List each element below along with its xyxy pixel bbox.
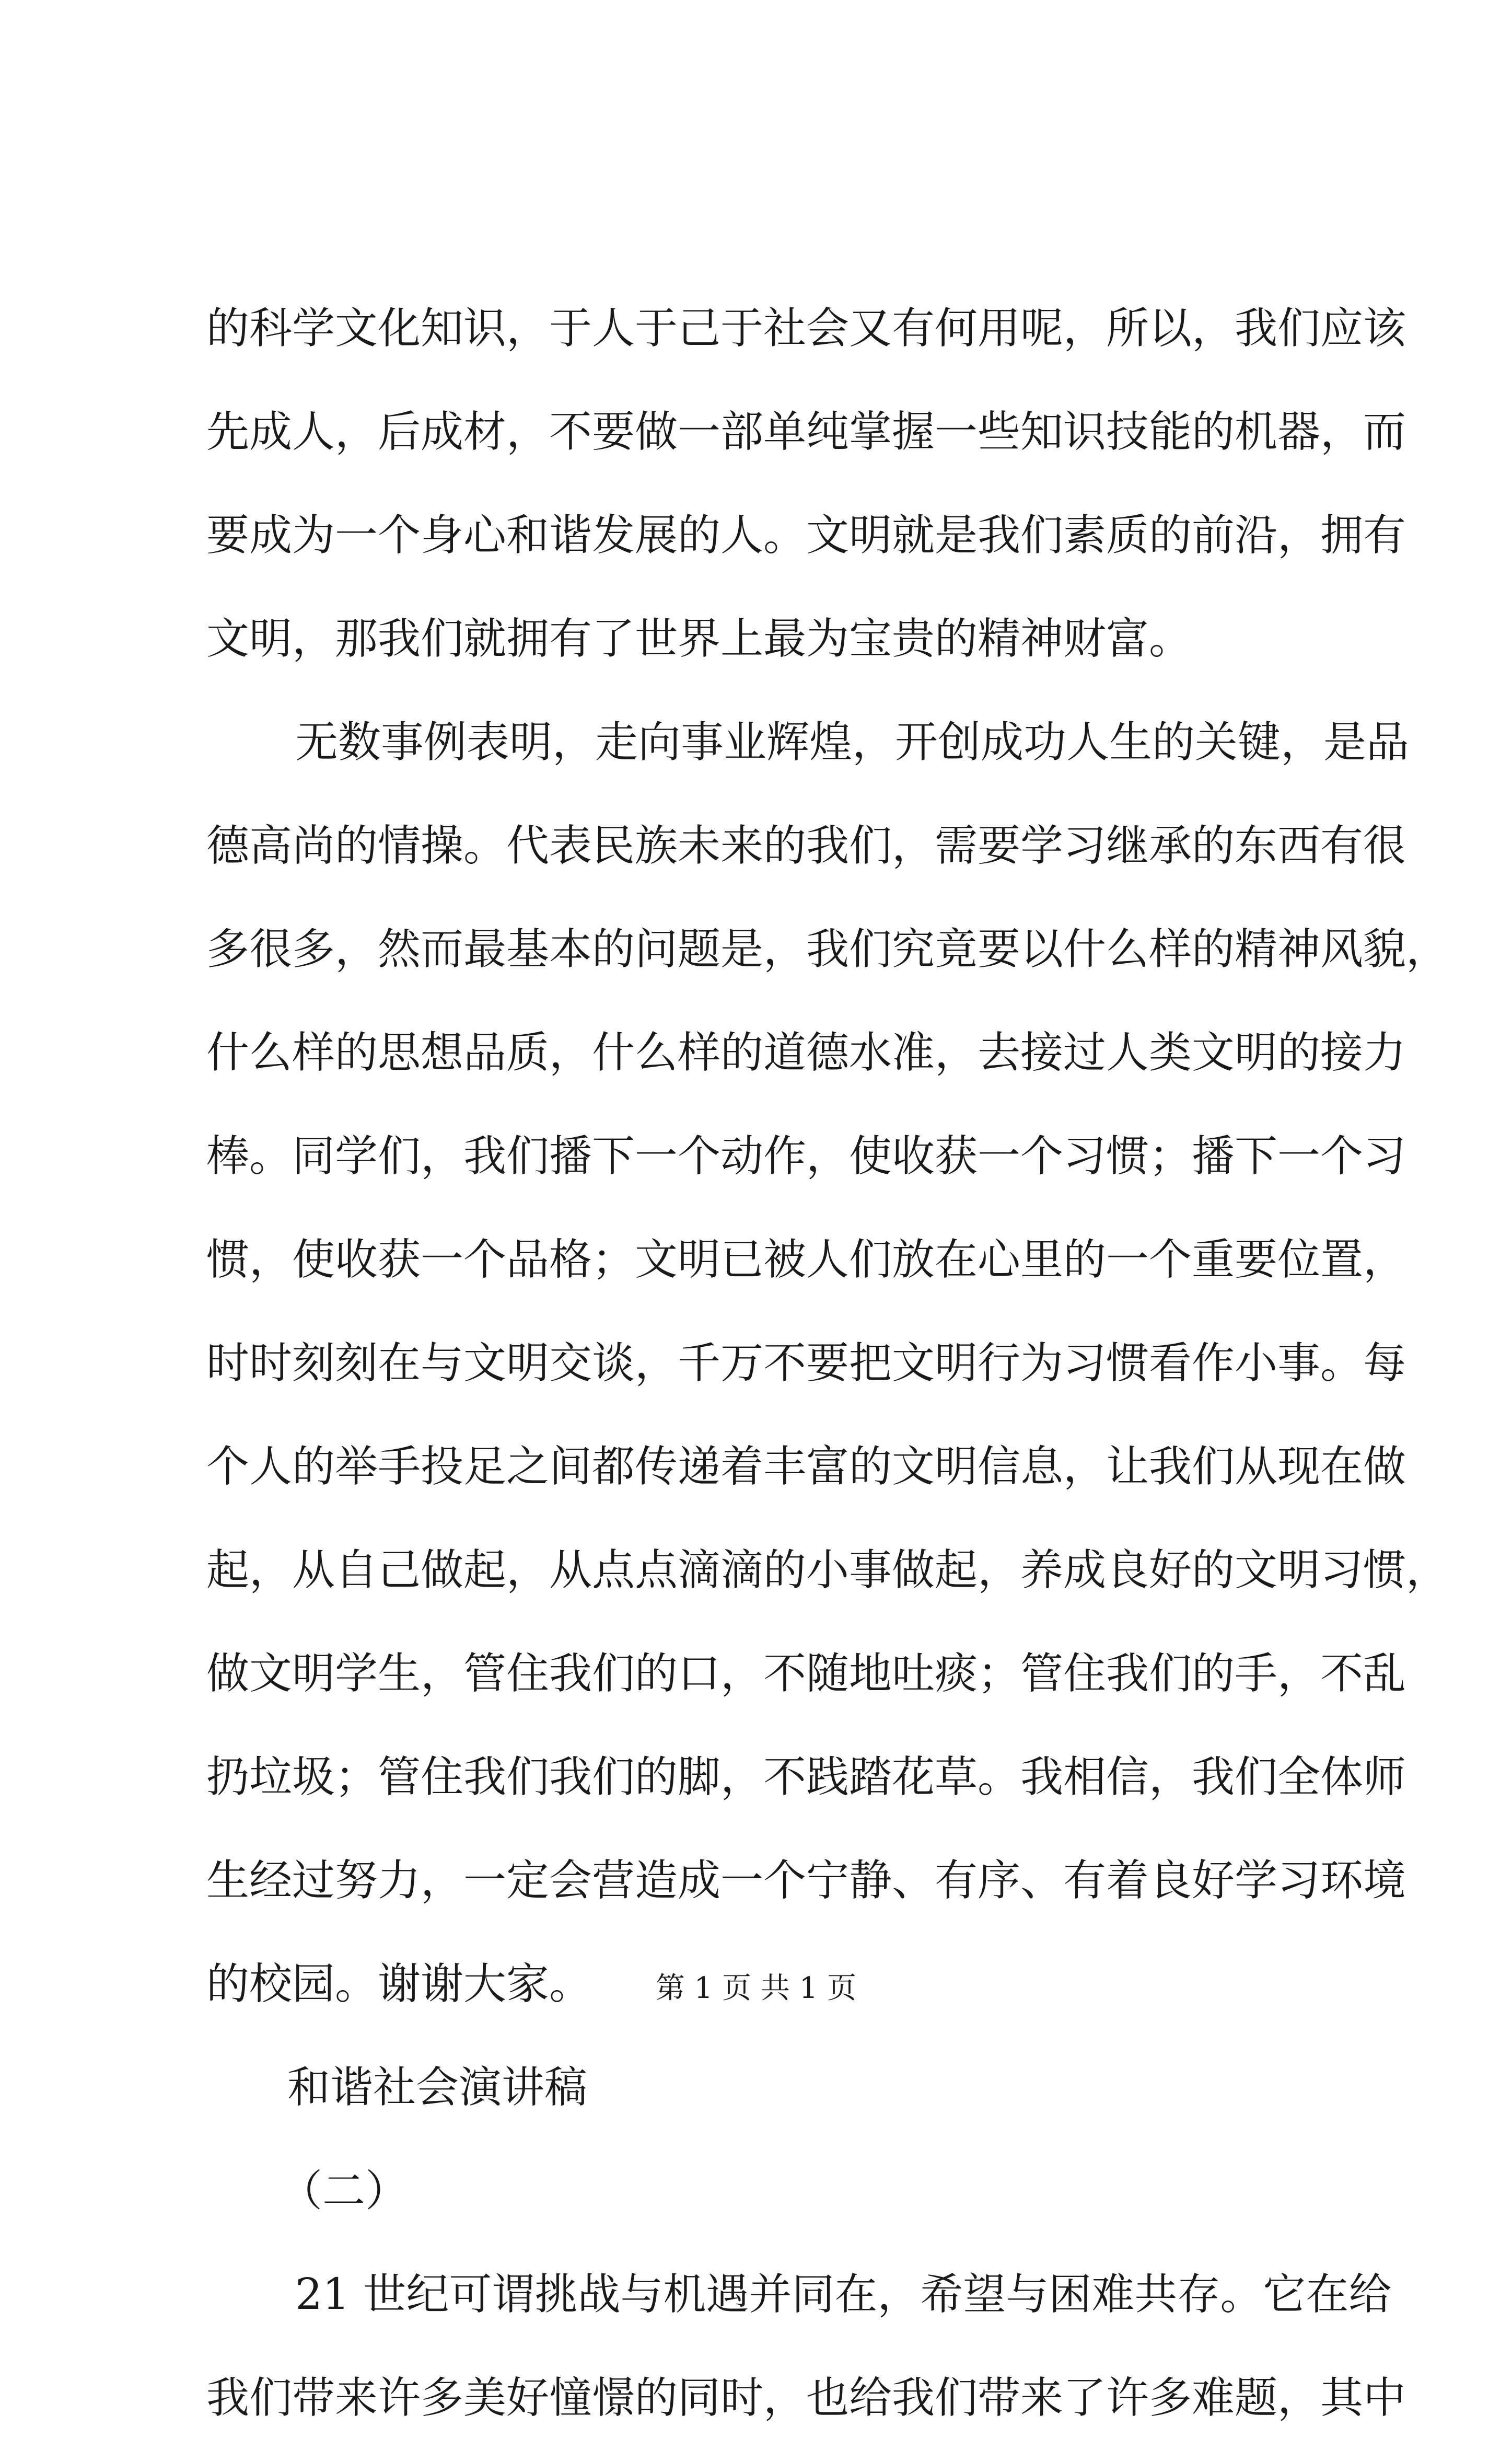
text-line: 时时刻刻在与文明交谈，千万不要把文明行为习惯看作小事。每: [206, 1338, 1406, 1388]
text-line: 多很多，然而最基本的问题是，我们究竟要以什么样的精神风貌，: [206, 924, 1449, 974]
text-line: 我们带来许多美好憧憬的同时，也给我们带来了许多难题，其中: [206, 2373, 1406, 2423]
text-line: 德高尚的情操。代表民族未来的我们，需要学习继承的东西有很: [206, 821, 1406, 871]
text-line: 扔垃圾；管住我们我们的脚，不践踏花草。我相信，我们全体师: [206, 1752, 1406, 1802]
section-heading: 和谐社会演讲稿: [287, 2063, 588, 2112]
page-footer: 第 1 页 共 1 页: [655, 1971, 857, 2005]
text-line: 个人的举手投足之间都传递着丰富的文明信息，让我们从现在做: [206, 1442, 1406, 1492]
document-body: [206, 277, 1449, 2450]
paragraph-first-line: 无数事例表明，走向事业辉煌，开创成功人生的关键，是品: [295, 718, 1410, 767]
text-line: 要成为一个身心和谐发展的人。文明就是我们素质的前沿，拥有: [206, 511, 1406, 560]
text-line: 的科学文化知识，于人于己于社会又有何用呢，所以，我们应该: [206, 304, 1406, 353]
text-line: 什么样的思想品质，什么样的道德水准，去接过人类文明的接力: [206, 1028, 1406, 1078]
text-line: 做文明学生，管住我们的口，不随地吐痰；管住我们的手，不乱: [206, 1649, 1406, 1698]
section-number: （二）: [280, 2166, 409, 2216]
text-line: 棒。同学们，我们播下一个动作，使收获一个习惯；播下一个习: [206, 1131, 1406, 1181]
paragraph-first-line: 21 世纪可谓挑战与机遇并同在，希望与困难共存。它在给: [295, 2270, 1392, 2319]
text-line: 惯，使收获一个品格；文明已被人们放在心里的一个重要位置，: [206, 1235, 1406, 1285]
text-line: 文明，那我们就拥有了世界上最为宝贵的精神财富。: [206, 614, 1192, 664]
text-line: 的校园。谢谢大家。: [206, 1959, 592, 2009]
text-line: 生经过努力，一定会营造成一个宁静、有序、有着良好学习环境: [206, 1856, 1406, 1905]
text-line: 先成人，后成材，不要做一部单纯掌握一些知识技能的机器，而: [206, 407, 1406, 457]
text-line: 起，从自己做起，从点点滴滴的小事做起，养成良好的文明习惯，: [206, 1545, 1449, 1595]
